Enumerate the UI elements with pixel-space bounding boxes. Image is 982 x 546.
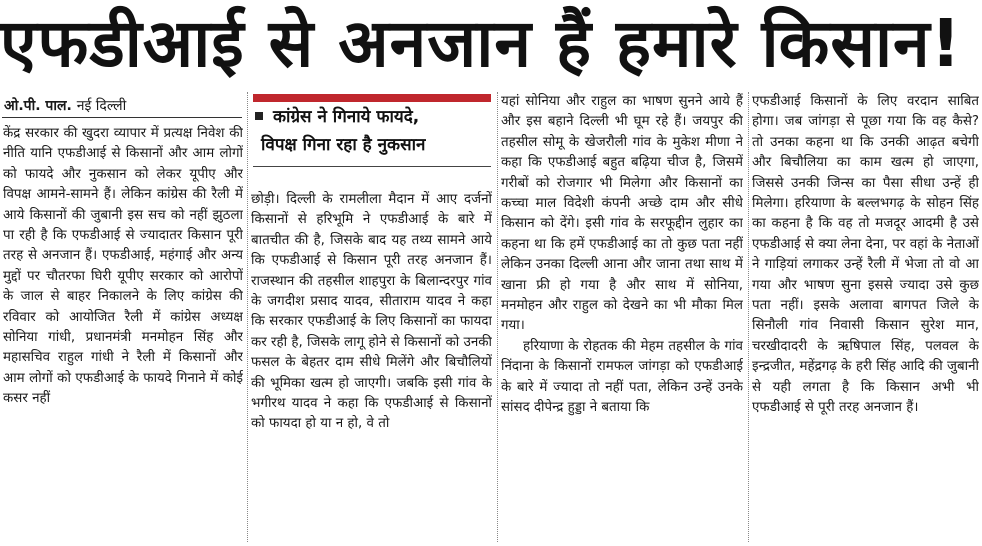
article-column-2 <box>251 190 492 544</box>
column-4-text: एफडीआई किसानों के लिए वरदान साबित होगा। जब जांगड़ा से पूछा गया कि वह कैसे? तो उनका कहना था कि उनकी आढ़त बचेगी और बिचौलिया का काम खत्म हो जाएगा, जिससे उनकी जिन्स का पैसा सीधा उन्हें ही मिलेगा। हरियाणा के बल्लभगढ़ के सोहन सिंह का कहना है कि वह तो मजदूर आदमी है उसे एफडीआई से क्या लेना देना, पर वहां के नेताओं ने गाड़ियां लगाकर उन्हें रैली में भेजा तो वो आ गया और भाषण सुना इससे ज्यादा उसे कुछ पता नहीं। इसके अलावा बागपत जिले के सिनौली गांव निवासी किसान सुरेश मान, चरखीदादरी के ऋषिपाल सिंह, पलवल के इन्द्रजीत, महेंद्रगढ़ के हरी सिंह आदि की जुबानी से यही लगता है कि किसान अभी भी एफडीआई से पूरी तरह अनजान हैं। <box>752 94 979 416</box>
article-column-3 <box>501 92 743 544</box>
article-column-1 <box>3 124 243 544</box>
column-divider <box>497 92 498 542</box>
column-2-text: छोड़ी। दिल्ली के रामलीला मैदान में आए दर्जनों किसानों से हरिभूमि ने एफडीआई के बारे में बातचीत की है, जिसके बाद यह तथ्य सामने आये कि एफडीआई से किसान पूरी तरह अनजान हैं। राजस्थान की तहसील शाहपुरा के बिलान्दरपुर गांव के जगदीश प्रसाद यादव, सीताराम यादव ने कहा कि सरकार एफडीआई के लिए किसानों का फायदा कर रही है, जिसके लागू होने से किसानों को उनकी फसल के बेहतर दाम सीधे मिलेंगे और बिचौलियों की भूमिका खत्म हो जाएगी। जबकि इसी गांव के भगीरथ यादव ने कहा कि एफडीआई से किसानों को फायदा हो या न हो, वे तो <box>251 192 492 432</box>
column-3-paragraph-1: यहां सोनिया और राहुल का भाषण सुनने आये हैं और इस बहाने दिल्ली भी घूम रहे हैं। जयपुर की तहसील सोमू के खेजरौली गांव के मुकेश मीणा ने कहा कि एफडीआई बहुत बढ़िया चीज है, जिसमें गरीबों को रोजगार भी मिलेगा और किसानों का कच्चा माल विदेशी कंपनी अच्छे दाम और सीधे किसान को देंगे। इसी गांव के सरफूद्दीन लुहार का कहना था कि हमें एफडीआई का तो कुछ पता नहीं लेकिन उनका दिल्ली आना और जाना तथा साथ में खाना फ्री हो गया है और साथ में सोनिया, मनमोहन और राहुल को देखने का भी मौका मिल गया। <box>501 94 743 334</box>
column-1-text: केंद्र सरकार की खुदरा व्यापार में प्रत्यक्ष निवेश की नीति यानि एफडीआई से किसानों और आम लोगों को फायदे और नुकसान को लेकर यूपीए और विपक्ष आमने-सामने हैं। लेकिन कांग्रेस की रैली में आये किसानों की जुबानी इस सच को नहीं झुठला पा रही है कि एफडीआई से ज्यादातर किसान पूरी तरह से अनजान हैं। एफडीआई, महंगाई और अन्य मुद्दों पर चौतरफा घिरी यूपीए सरकार को आरोपों के जाल से बाहर निकालने के लिए कांग्रेस की रविवार को आयोजित रैली में कांग्रेस अध्यक्ष सोनिया गांधी, प्रधानमंत्री मनमोहन सिंह और महासचिव राहुल गांधी ने रैली में किसानों और आम लोगों को एफडीआई के फायदे गिनाने में कोई कसर नहीं <box>3 126 243 407</box>
pull-quote-divider <box>253 166 491 167</box>
bullet-icon <box>255 112 263 120</box>
column-divider <box>247 92 248 542</box>
pull-quote-line-1: कांग्रेस ने गिनाये फायदे, <box>273 107 420 127</box>
headline: एफडीआई से अनजान हैं हमारे किसान! <box>0 5 962 82</box>
column-3-paragraph-2: हरियाणा के रोहतक की मेहम तहसील के गांव निंदाना के किसानों रामफल जांगड़ा को एफडीआई के बारे में ज्यादा तो नहीं पता, लेकिन उन्हें उनके सांसद दीपेन्द्र हुड्डा ने बताया कि <box>501 338 743 416</box>
article-column-4 <box>752 92 979 544</box>
column-divider <box>748 92 749 542</box>
byline-divider <box>2 117 242 118</box>
byline-city: नई दिल्ली <box>76 98 127 114</box>
byline <box>4 96 244 115</box>
byline-author: ओ.पी. पाल. <box>4 98 72 114</box>
pull-quote-accent-bar <box>253 94 491 102</box>
pull-quote <box>253 94 491 176</box>
pull-quote-line-2: विपक्ष गिना रहा है नुकसान <box>261 135 426 155</box>
